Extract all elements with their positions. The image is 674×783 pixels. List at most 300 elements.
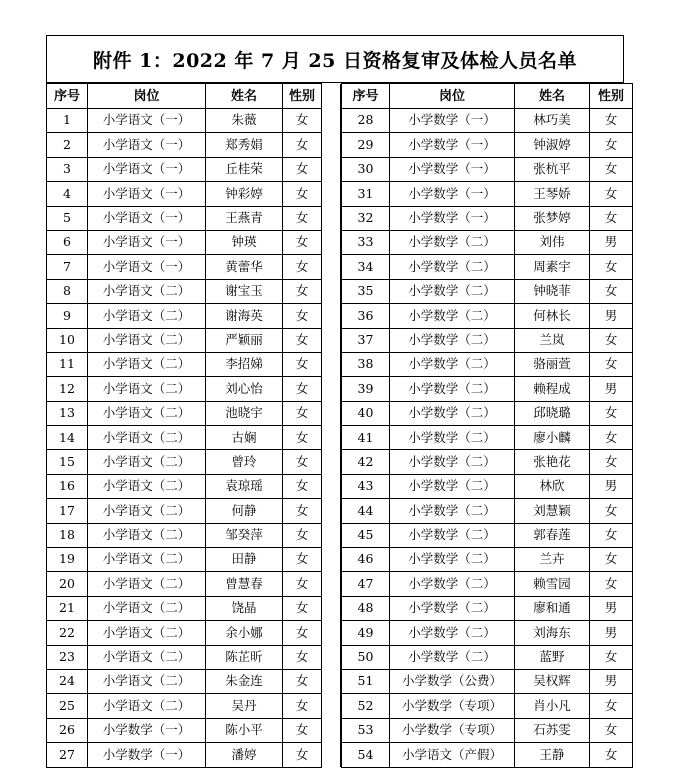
roster-table-right xyxy=(341,83,633,768)
roster-sheet xyxy=(46,35,624,762)
cell-gender: 女 xyxy=(283,596,322,620)
column-gap xyxy=(322,377,341,401)
cell-position: 小学语文（一） xyxy=(88,157,206,181)
cell-gender: 女 xyxy=(590,279,633,303)
table-row xyxy=(342,645,633,669)
cell-name: 池晓宇 xyxy=(206,401,283,425)
cell-no: 6 xyxy=(47,230,88,254)
cell-no: 10 xyxy=(47,328,88,352)
column-gap xyxy=(322,157,341,181)
cell-name: 廖和通 xyxy=(515,596,590,620)
cell-name: 曾玲 xyxy=(206,450,283,474)
table-row xyxy=(47,499,341,523)
column-gap xyxy=(322,499,341,523)
cell-gender: 女 xyxy=(283,206,322,230)
table-row xyxy=(47,450,341,474)
cell-gender: 男 xyxy=(590,596,633,620)
table-row xyxy=(47,694,341,718)
cell-name: 何林长 xyxy=(515,304,590,328)
cell-gender: 女 xyxy=(283,157,322,181)
table-row xyxy=(342,352,633,376)
cell-no: 18 xyxy=(47,523,88,547)
cell-gender: 男 xyxy=(590,474,633,498)
cell-position: 小学数学（二） xyxy=(390,328,515,352)
cell-name: 林欣 xyxy=(515,474,590,498)
cell-position: 小学数学（二） xyxy=(390,645,515,669)
cell-gender: 女 xyxy=(283,523,322,547)
cell-no: 48 xyxy=(342,596,390,620)
cell-name: 田静 xyxy=(206,548,283,572)
column-gap xyxy=(322,523,341,547)
cell-no: 30 xyxy=(342,157,390,181)
cell-name: 刘海东 xyxy=(515,621,590,645)
column-gap xyxy=(322,182,341,206)
table-row xyxy=(47,426,341,450)
cell-position: 小学语文（一） xyxy=(88,182,206,206)
header-no: 序号 xyxy=(342,84,390,109)
cell-gender: 女 xyxy=(590,426,633,450)
cell-no: 28 xyxy=(342,109,390,133)
cell-no: 24 xyxy=(47,669,88,693)
cell-no: 3 xyxy=(47,157,88,181)
cell-name: 郑秀娟 xyxy=(206,133,283,157)
cell-position: 小学语文（二） xyxy=(88,474,206,498)
cell-gender: 女 xyxy=(283,182,322,206)
column-gap xyxy=(322,133,341,157)
cell-name: 陈芷昕 xyxy=(206,645,283,669)
cell-no: 34 xyxy=(342,255,390,279)
table-row xyxy=(342,328,633,352)
cell-no: 5 xyxy=(47,206,88,230)
cell-no: 44 xyxy=(342,499,390,523)
cell-position: 小学语文（一） xyxy=(88,255,206,279)
cell-name: 张杭平 xyxy=(515,157,590,181)
cell-gender: 女 xyxy=(283,694,322,718)
cell-no: 35 xyxy=(342,279,390,303)
cell-no: 12 xyxy=(47,377,88,401)
cell-name: 钟淑婷 xyxy=(515,133,590,157)
cell-name: 石苏雯 xyxy=(515,718,590,742)
cell-name: 饶晶 xyxy=(206,596,283,620)
column-gap xyxy=(322,255,341,279)
cell-no: 8 xyxy=(47,279,88,303)
cell-gender: 女 xyxy=(283,377,322,401)
cell-position: 小学语文（二） xyxy=(88,572,206,596)
table-row xyxy=(342,572,633,596)
cell-position: 小学数学（二） xyxy=(390,548,515,572)
cell-position: 小学语文（二） xyxy=(88,596,206,620)
table-row xyxy=(342,304,633,328)
cell-gender: 男 xyxy=(590,669,633,693)
cell-no: 25 xyxy=(47,694,88,718)
roster-body-right xyxy=(342,109,633,768)
cell-name: 黄蕾华 xyxy=(206,255,283,279)
cell-position: 小学数学（二） xyxy=(390,377,515,401)
cell-position: 小学数学（二） xyxy=(390,279,515,303)
cell-position: 小学数学（二） xyxy=(390,450,515,474)
cell-position: 小学语文（二） xyxy=(88,279,206,303)
cell-no: 53 xyxy=(342,718,390,742)
cell-gender: 女 xyxy=(590,133,633,157)
cell-position: 小学语文（二） xyxy=(88,450,206,474)
cell-name: 邱晓璐 xyxy=(515,401,590,425)
cell-gender: 女 xyxy=(283,426,322,450)
cell-position: 小学数学（一） xyxy=(390,109,515,133)
cell-no: 47 xyxy=(342,572,390,596)
cell-name: 钟晓菲 xyxy=(515,279,590,303)
cell-gender: 女 xyxy=(590,499,633,523)
cell-name: 林巧美 xyxy=(515,109,590,133)
table-row xyxy=(342,426,633,450)
cell-name: 谢海英 xyxy=(206,304,283,328)
cell-no: 14 xyxy=(47,426,88,450)
cell-no: 54 xyxy=(342,743,390,767)
cell-no: 29 xyxy=(342,133,390,157)
cell-position: 小学语文（一） xyxy=(88,206,206,230)
column-gap xyxy=(322,548,341,572)
cell-no: 21 xyxy=(47,596,88,620)
cell-no: 19 xyxy=(47,548,88,572)
table-row xyxy=(342,157,633,181)
table-row xyxy=(47,352,341,376)
cell-no: 26 xyxy=(47,718,88,742)
table-row xyxy=(47,743,341,767)
cell-no: 23 xyxy=(47,645,88,669)
column-gap xyxy=(322,718,341,742)
table-row xyxy=(47,182,341,206)
table-row xyxy=(47,133,341,157)
cell-position: 小学数学（二） xyxy=(390,596,515,620)
cell-name: 吴权辉 xyxy=(515,669,590,693)
column-gap xyxy=(322,743,341,767)
cell-no: 46 xyxy=(342,548,390,572)
cell-name: 张梦婷 xyxy=(515,206,590,230)
cell-position: 小学数学（一） xyxy=(88,743,206,767)
cell-position: 小学语文（二） xyxy=(88,669,206,693)
cell-position: 小学数学（二） xyxy=(390,352,515,376)
cell-gender: 女 xyxy=(283,304,322,328)
cell-gender: 女 xyxy=(283,230,322,254)
cell-name: 古娴 xyxy=(206,426,283,450)
cell-no: 1 xyxy=(47,109,88,133)
cell-gender: 女 xyxy=(590,255,633,279)
header-name: 姓名 xyxy=(206,84,283,109)
cell-name: 张艳花 xyxy=(515,450,590,474)
table-row xyxy=(342,109,633,133)
header-row xyxy=(342,84,633,109)
cell-gender: 男 xyxy=(590,230,633,254)
cell-name: 廖小麟 xyxy=(515,426,590,450)
cell-gender: 女 xyxy=(590,548,633,572)
cell-name: 何静 xyxy=(206,499,283,523)
cell-gender: 女 xyxy=(283,669,322,693)
column-gap xyxy=(322,450,341,474)
table-row xyxy=(47,548,341,572)
cell-position: 小学语文（二） xyxy=(88,328,206,352)
cell-name: 朱薇 xyxy=(206,109,283,133)
cell-gender: 女 xyxy=(283,450,322,474)
cell-gender: 女 xyxy=(590,572,633,596)
cell-name: 王燕青 xyxy=(206,206,283,230)
cell-name: 郭春莲 xyxy=(515,523,590,547)
cell-position: 小学语文（二） xyxy=(88,426,206,450)
cell-no: 52 xyxy=(342,694,390,718)
cell-gender: 女 xyxy=(283,499,322,523)
cell-position: 小学数学（二） xyxy=(390,255,515,279)
table-row xyxy=(342,694,633,718)
cell-name: 吴丹 xyxy=(206,694,283,718)
cell-no: 32 xyxy=(342,206,390,230)
document-title: 附件 1：2022 年 7 月 25 日资格复审及体检人员名单 xyxy=(46,35,624,83)
cell-gender: 女 xyxy=(590,645,633,669)
cell-name: 曾慧春 xyxy=(206,572,283,596)
cell-position: 小学数学（一） xyxy=(390,206,515,230)
cell-no: 22 xyxy=(47,621,88,645)
cell-position: 小学数学（二） xyxy=(390,572,515,596)
cell-gender: 男 xyxy=(590,621,633,645)
cell-no: 27 xyxy=(47,743,88,767)
column-gap xyxy=(322,84,341,109)
table-row xyxy=(47,621,341,645)
cell-position: 小学数学（二） xyxy=(390,426,515,450)
table-row xyxy=(342,474,633,498)
cell-gender: 女 xyxy=(590,157,633,181)
cell-gender: 女 xyxy=(590,401,633,425)
cell-position: 小学数学（二） xyxy=(390,621,515,645)
cell-name: 王静 xyxy=(515,743,590,767)
cell-position: 小学语文（一） xyxy=(88,133,206,157)
column-gap xyxy=(322,621,341,645)
header-no: 序号 xyxy=(47,84,88,109)
cell-gender: 女 xyxy=(590,182,633,206)
roster-table-left xyxy=(46,83,341,768)
header-row xyxy=(47,84,341,109)
cell-no: 17 xyxy=(47,499,88,523)
cell-position: 小学语文（一） xyxy=(88,230,206,254)
cell-gender: 女 xyxy=(283,109,322,133)
cell-gender: 女 xyxy=(590,718,633,742)
cell-name: 李招娣 xyxy=(206,352,283,376)
cell-position: 小学数学（一） xyxy=(390,157,515,181)
table-row xyxy=(47,109,341,133)
cell-name: 骆丽萱 xyxy=(515,352,590,376)
table-row xyxy=(47,279,341,303)
cell-name: 谢宝玉 xyxy=(206,279,283,303)
table-row xyxy=(342,133,633,157)
cell-gender: 女 xyxy=(590,352,633,376)
cell-name: 刘慧颖 xyxy=(515,499,590,523)
cell-position: 小学数学（二） xyxy=(390,499,515,523)
table-row xyxy=(342,182,633,206)
cell-no: 36 xyxy=(342,304,390,328)
cell-no: 37 xyxy=(342,328,390,352)
cell-position: 小学语文（一） xyxy=(88,109,206,133)
cell-position: 小学语文（二） xyxy=(88,352,206,376)
cell-position: 小学语文（二） xyxy=(88,645,206,669)
cell-name: 蓝野 xyxy=(515,645,590,669)
cell-position: 小学数学（专项） xyxy=(390,718,515,742)
cell-gender: 女 xyxy=(283,548,322,572)
cell-gender: 女 xyxy=(590,450,633,474)
cell-gender: 女 xyxy=(283,621,322,645)
table-row xyxy=(47,328,341,352)
cell-name: 肖小凡 xyxy=(515,694,590,718)
cell-gender: 女 xyxy=(590,743,633,767)
table-row xyxy=(47,718,341,742)
cell-position: 小学语文（二） xyxy=(88,499,206,523)
cell-position: 小学数学（一） xyxy=(390,133,515,157)
cell-name: 朱金连 xyxy=(206,669,283,693)
cell-no: 41 xyxy=(342,426,390,450)
column-gap xyxy=(322,304,341,328)
cell-name: 兰卉 xyxy=(515,548,590,572)
cell-no: 49 xyxy=(342,621,390,645)
cell-position: 小学数学（一） xyxy=(88,718,206,742)
table-row xyxy=(47,304,341,328)
header-gender: 性别 xyxy=(283,84,322,109)
cell-gender: 女 xyxy=(590,694,633,718)
cell-position: 小学语文（二） xyxy=(88,377,206,401)
cell-name: 严颖丽 xyxy=(206,328,283,352)
cell-position: 小学数学（公费） xyxy=(390,669,515,693)
table-row xyxy=(342,230,633,254)
cell-position: 小学数学（专项） xyxy=(390,694,515,718)
cell-gender: 女 xyxy=(283,572,322,596)
table-row xyxy=(47,596,341,620)
cell-position: 小学数学（二） xyxy=(390,474,515,498)
cell-name: 周素宇 xyxy=(515,255,590,279)
cell-name: 兰岚 xyxy=(515,328,590,352)
roster-body-left xyxy=(47,109,341,768)
cell-gender: 女 xyxy=(283,328,322,352)
table-row xyxy=(47,523,341,547)
table-row xyxy=(342,450,633,474)
cell-no: 50 xyxy=(342,645,390,669)
cell-position: 小学语文（二） xyxy=(88,621,206,645)
cell-gender: 女 xyxy=(590,523,633,547)
column-gap xyxy=(322,328,341,352)
cell-no: 2 xyxy=(47,133,88,157)
table-row xyxy=(47,255,341,279)
cell-gender: 男 xyxy=(590,377,633,401)
table-row xyxy=(47,377,341,401)
table-row xyxy=(342,255,633,279)
table-row xyxy=(47,230,341,254)
column-gap xyxy=(322,596,341,620)
cell-name: 钟彩婷 xyxy=(206,182,283,206)
table-row xyxy=(342,499,633,523)
cell-no: 11 xyxy=(47,352,88,376)
cell-name: 潘婷 xyxy=(206,743,283,767)
cell-gender: 女 xyxy=(283,474,322,498)
column-gap xyxy=(322,279,341,303)
cell-no: 31 xyxy=(342,182,390,206)
cell-position: 小学语文（二） xyxy=(88,401,206,425)
table-row xyxy=(342,279,633,303)
table-row xyxy=(342,523,633,547)
column-gap xyxy=(322,669,341,693)
table-row xyxy=(342,401,633,425)
cell-gender: 女 xyxy=(283,352,322,376)
cell-no: 51 xyxy=(342,669,390,693)
table-row xyxy=(342,621,633,645)
cell-gender: 女 xyxy=(283,255,322,279)
column-gap xyxy=(322,572,341,596)
cell-no: 15 xyxy=(47,450,88,474)
cell-name: 邹癸萍 xyxy=(206,523,283,547)
cell-position: 小学语文（二） xyxy=(88,694,206,718)
cell-gender: 女 xyxy=(590,206,633,230)
table-row xyxy=(342,548,633,572)
header-position: 岗位 xyxy=(88,84,206,109)
column-gap xyxy=(322,401,341,425)
table-row xyxy=(47,157,341,181)
cell-no: 16 xyxy=(47,474,88,498)
cell-no: 38 xyxy=(342,352,390,376)
table-row xyxy=(342,669,633,693)
table-row xyxy=(47,474,341,498)
cell-name: 陈小平 xyxy=(206,718,283,742)
cell-no: 7 xyxy=(47,255,88,279)
cell-gender: 女 xyxy=(283,401,322,425)
cell-name: 刘心怡 xyxy=(206,377,283,401)
cell-name: 王琴娇 xyxy=(515,182,590,206)
cell-position: 小学数学（二） xyxy=(390,304,515,328)
cell-no: 20 xyxy=(47,572,88,596)
cell-position: 小学语文（二） xyxy=(88,548,206,572)
cell-name: 钟瑛 xyxy=(206,230,283,254)
column-gap xyxy=(322,352,341,376)
header-name: 姓名 xyxy=(515,84,590,109)
cell-position: 小学数学（一） xyxy=(390,182,515,206)
cell-no: 40 xyxy=(342,401,390,425)
cell-position: 小学语文（二） xyxy=(88,304,206,328)
cell-no: 9 xyxy=(47,304,88,328)
cell-name: 袁琼瑶 xyxy=(206,474,283,498)
cell-gender: 女 xyxy=(283,279,322,303)
table-row xyxy=(47,401,341,425)
cell-no: 33 xyxy=(342,230,390,254)
table-row xyxy=(47,645,341,669)
table-row xyxy=(342,206,633,230)
table-row xyxy=(342,718,633,742)
cell-no: 43 xyxy=(342,474,390,498)
table-row xyxy=(342,377,633,401)
cell-name: 赖雪园 xyxy=(515,572,590,596)
cell-no: 13 xyxy=(47,401,88,425)
cell-position: 小学数学（二） xyxy=(390,401,515,425)
cell-no: 39 xyxy=(342,377,390,401)
cell-position: 小学语文（产假） xyxy=(390,743,515,767)
cell-no: 4 xyxy=(47,182,88,206)
cell-gender: 女 xyxy=(283,743,322,767)
table-row xyxy=(342,743,633,767)
cell-name: 赖程成 xyxy=(515,377,590,401)
cell-position: 小学语文（二） xyxy=(88,523,206,547)
cell-name: 刘伟 xyxy=(515,230,590,254)
cell-no: 45 xyxy=(342,523,390,547)
cell-gender: 男 xyxy=(590,304,633,328)
table-row xyxy=(47,206,341,230)
cell-no: 42 xyxy=(342,450,390,474)
header-position: 岗位 xyxy=(390,84,515,109)
table-row xyxy=(47,669,341,693)
cell-gender: 女 xyxy=(283,645,322,669)
table-row xyxy=(342,596,633,620)
column-gap xyxy=(322,426,341,450)
cell-position: 小学数学（二） xyxy=(390,230,515,254)
table-row xyxy=(47,572,341,596)
